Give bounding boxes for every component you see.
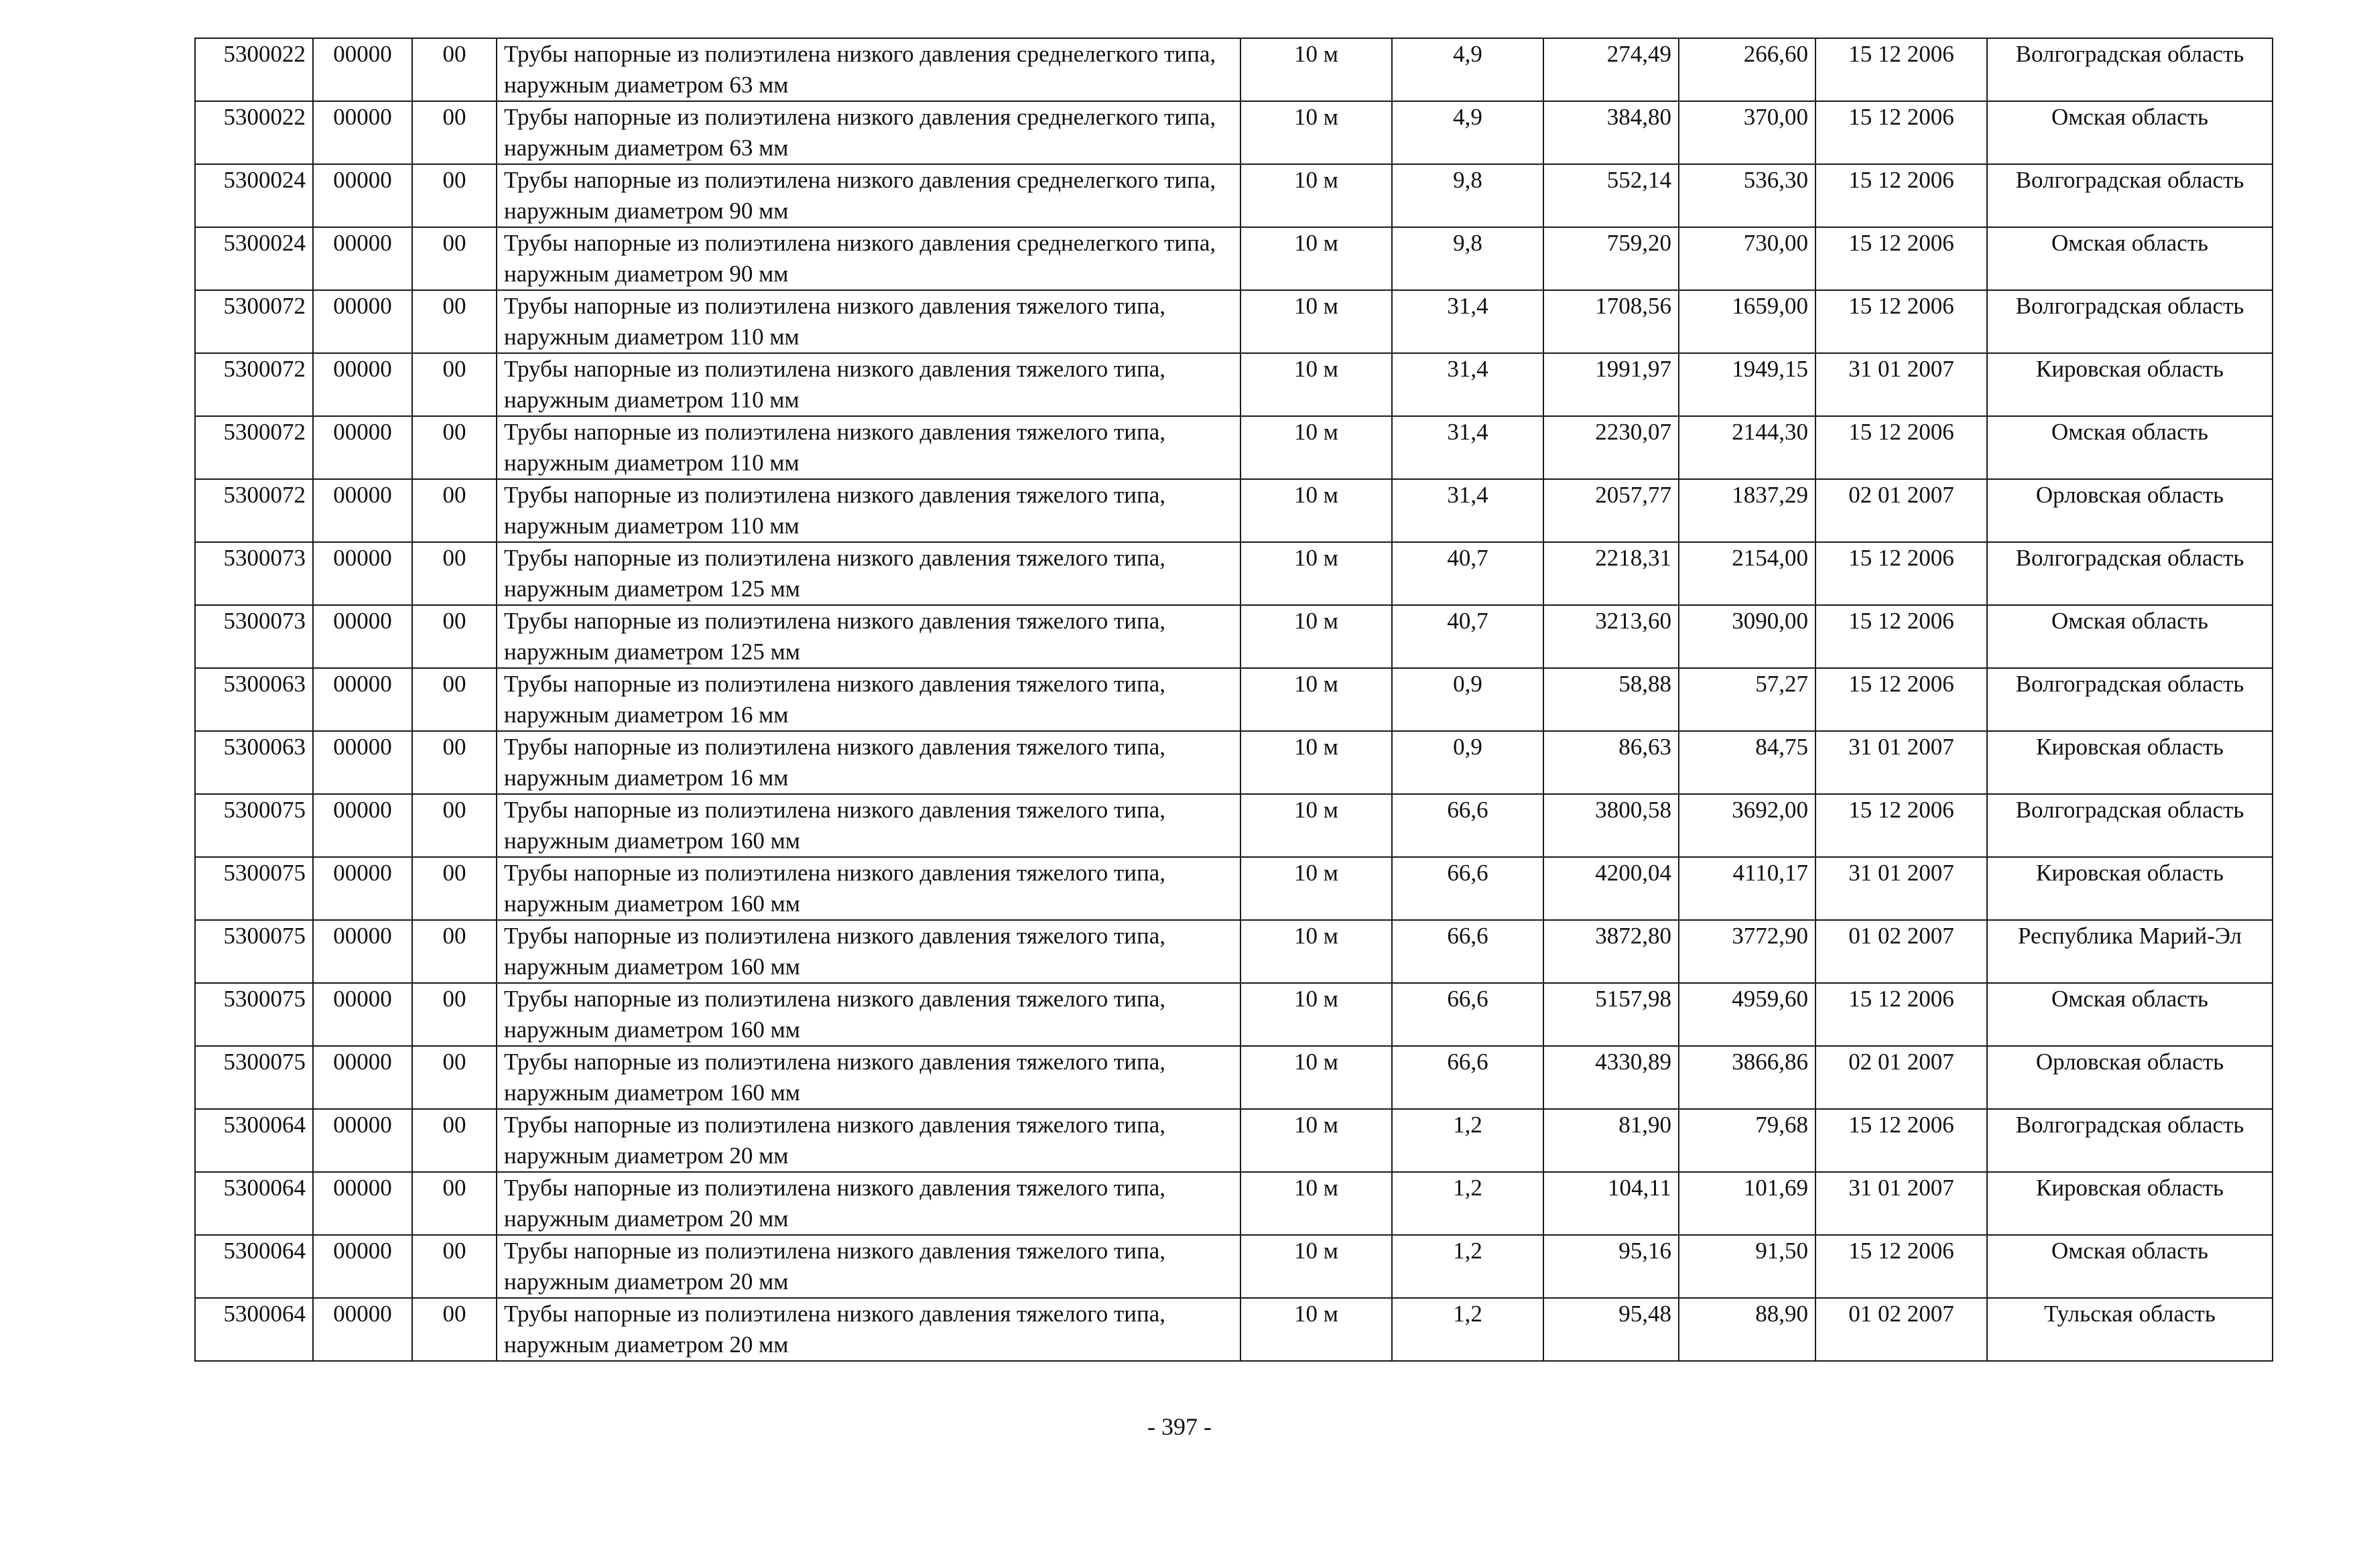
table-row [195, 983, 2273, 1046]
sub-code-cell: 00000 [313, 479, 412, 542]
region-cell: Волгоградская область [1987, 668, 2273, 731]
price-with-vat-cell: 3213,60 [1543, 605, 1679, 668]
suffix-code-cell: 00 [412, 1235, 497, 1298]
price-cell: 3692,00 [1679, 794, 1815, 857]
sub-code-cell: 00000 [313, 668, 412, 731]
document-sheet [194, 38, 2272, 1362]
date-cell: 15 12 2006 [1815, 605, 1987, 668]
region-cell: Волгоградская область [1987, 290, 2273, 353]
date-cell: 15 12 2006 [1815, 101, 1987, 164]
item-name-cell: Трубы напорные из полиэтилена низкого давления тяжелого типа, наружным диаметром 110 мм [497, 290, 1240, 353]
sub-code-cell: 00000 [313, 1046, 412, 1109]
sub-code-cell: 00000 [313, 227, 412, 290]
item-name-cell: Трубы напорные из полиэтилена низкого давления тяжелого типа, наружным диаметром 125 мм [497, 605, 1240, 668]
sub-code-cell: 00000 [313, 353, 412, 416]
price-cell: 536,30 [1679, 164, 1815, 227]
unit-cell: 10 м [1240, 1298, 1392, 1361]
unit-cell: 10 м [1240, 1235, 1392, 1298]
weight-cell: 66,6 [1392, 920, 1543, 983]
suffix-code-cell: 00 [412, 38, 497, 101]
date-cell: 15 12 2006 [1815, 164, 1987, 227]
suffix-code-cell: 00 [412, 290, 497, 353]
region-cell: Омская область [1987, 101, 2273, 164]
date-cell: 01 02 2007 [1815, 920, 1987, 983]
suffix-code-cell: 00 [412, 416, 497, 479]
resource-code-cell: 5300073 [195, 542, 313, 605]
price-cell: 266,60 [1679, 38, 1815, 101]
date-cell: 31 01 2007 [1815, 353, 1987, 416]
unit-cell: 10 м [1240, 983, 1392, 1046]
price-cell: 4959,60 [1679, 983, 1815, 1046]
region-cell: Волгоградская область [1987, 164, 2273, 227]
table-row [195, 668, 2273, 731]
price-cell: 2154,00 [1679, 542, 1815, 605]
item-name-cell: Трубы напорные из полиэтилена низкого давления среднелегкого типа, наружным диаметром 63 мм [497, 101, 1240, 164]
weight-cell: 31,4 [1392, 353, 1543, 416]
table-row [195, 164, 2273, 227]
table-row [195, 1298, 2273, 1361]
date-cell: 15 12 2006 [1815, 1109, 1987, 1172]
date-cell: 15 12 2006 [1815, 416, 1987, 479]
suffix-code-cell: 00 [412, 1172, 497, 1235]
table-row [195, 353, 2273, 416]
resource-code-cell: 5300075 [195, 1046, 313, 1109]
item-name-cell: Трубы напорные из полиэтилена низкого давления тяжелого типа, наружным диаметром 110 мм [497, 479, 1240, 542]
table-row [195, 227, 2273, 290]
suffix-code-cell: 00 [412, 1298, 497, 1361]
suffix-code-cell: 00 [412, 920, 497, 983]
weight-cell: 66,6 [1392, 857, 1543, 920]
unit-cell: 10 м [1240, 479, 1392, 542]
unit-cell: 10 м [1240, 1046, 1392, 1109]
price-with-vat-cell: 3800,58 [1543, 794, 1679, 857]
unit-cell: 10 м [1240, 668, 1392, 731]
price-with-vat-cell: 81,90 [1543, 1109, 1679, 1172]
date-cell: 31 01 2007 [1815, 731, 1987, 794]
weight-cell: 9,8 [1392, 164, 1543, 227]
unit-cell: 10 м [1240, 605, 1392, 668]
table-row [195, 416, 2273, 479]
price-with-vat-cell: 274,49 [1543, 38, 1679, 101]
sub-code-cell: 00000 [313, 1235, 412, 1298]
unit-cell: 10 м [1240, 794, 1392, 857]
table-row [195, 857, 2273, 920]
item-name-cell: Трубы напорные из полиэтилена низкого давления тяжелого типа, наружным диаметром 20 мм [497, 1235, 1240, 1298]
date-cell: 15 12 2006 [1815, 542, 1987, 605]
resource-code-cell: 5300075 [195, 920, 313, 983]
price-with-vat-cell: 4200,04 [1543, 857, 1679, 920]
resource-code-cell: 5300075 [195, 794, 313, 857]
weight-cell: 1,2 [1392, 1235, 1543, 1298]
date-cell: 15 12 2006 [1815, 290, 1987, 353]
price-cell: 3772,90 [1679, 920, 1815, 983]
item-name-cell: Трубы напорные из полиэтилена низкого давления тяжелого типа, наружным диаметром 160 мм [497, 857, 1240, 920]
region-cell: Кировская область [1987, 1172, 2273, 1235]
table-row [195, 731, 2273, 794]
date-cell: 01 02 2007 [1815, 1298, 1987, 1361]
table-row [195, 38, 2273, 101]
item-name-cell: Трубы напорные из полиэтилена низкого давления среднелегкого типа, наружным диаметром 63 мм [497, 38, 1240, 101]
item-name-cell: Трубы напорные из полиэтилена низкого давления тяжелого типа, наружным диаметром 160 мм [497, 794, 1240, 857]
price-with-vat-cell: 95,16 [1543, 1235, 1679, 1298]
date-cell: 31 01 2007 [1815, 1172, 1987, 1235]
unit-cell: 10 м [1240, 38, 1392, 101]
unit-cell: 10 м [1240, 416, 1392, 479]
weight-cell: 31,4 [1392, 290, 1543, 353]
region-cell: Волгоградская область [1987, 794, 2273, 857]
unit-cell: 10 м [1240, 731, 1392, 794]
suffix-code-cell: 00 [412, 605, 497, 668]
region-cell: Омская область [1987, 605, 2273, 668]
table-row [195, 605, 2273, 668]
page-number: - 397 - [1147, 1413, 1212, 1440]
item-name-cell: Трубы напорные из полиэтилена низкого давления тяжелого типа, наружным диаметром 16 мм [497, 668, 1240, 731]
date-cell: 15 12 2006 [1815, 983, 1987, 1046]
item-name-cell: Трубы напорные из полиэтилена низкого давления тяжелого типа, наружным диаметром 20 мм [497, 1298, 1240, 1361]
price-with-vat-cell: 95,48 [1543, 1298, 1679, 1361]
price-with-vat-cell: 86,63 [1543, 731, 1679, 794]
unit-cell: 10 м [1240, 1109, 1392, 1172]
item-name-cell: Трубы напорные из полиэтилена низкого давления тяжелого типа, наружным диаметром 20 мм [497, 1172, 1240, 1235]
price-cell: 88,90 [1679, 1298, 1815, 1361]
item-name-cell: Трубы напорные из полиэтилена низкого давления тяжелого типа, наружным диаметром 110 мм [497, 416, 1240, 479]
table-body [195, 38, 2273, 1361]
resource-code-cell: 5300064 [195, 1172, 313, 1235]
price-cell: 91,50 [1679, 1235, 1815, 1298]
table-row [195, 1235, 2273, 1298]
suffix-code-cell: 00 [412, 1109, 497, 1172]
table-row [195, 920, 2273, 983]
unit-cell: 10 м [1240, 1172, 1392, 1235]
date-cell: 15 12 2006 [1815, 1235, 1987, 1298]
region-cell: Омская область [1987, 1235, 2273, 1298]
item-name-cell: Трубы напорные из полиэтилена низкого давления среднелегкого типа, наружным диаметром 90 мм [497, 227, 1240, 290]
date-cell: 15 12 2006 [1815, 794, 1987, 857]
resource-code-cell: 5300072 [195, 479, 313, 542]
price-with-vat-cell: 2230,07 [1543, 416, 1679, 479]
weight-cell: 66,6 [1392, 983, 1543, 1046]
sub-code-cell: 00000 [313, 920, 412, 983]
suffix-code-cell: 00 [412, 101, 497, 164]
table-row [195, 101, 2273, 164]
suffix-code-cell: 00 [412, 794, 497, 857]
suffix-code-cell: 00 [412, 227, 497, 290]
price-with-vat-cell: 1708,56 [1543, 290, 1679, 353]
price-cell: 57,27 [1679, 668, 1815, 731]
price-with-vat-cell: 104,11 [1543, 1172, 1679, 1235]
sub-code-cell: 00000 [313, 38, 412, 101]
price-cell: 3090,00 [1679, 605, 1815, 668]
region-cell: Республика Марий-Эл [1987, 920, 2273, 983]
region-cell: Кировская область [1987, 857, 2273, 920]
resource-code-cell: 5300075 [195, 983, 313, 1046]
item-name-cell: Трубы напорные из полиэтилена низкого давления тяжелого типа, наружным диаметром 16 мм [497, 731, 1240, 794]
table-row [195, 479, 2273, 542]
price-with-vat-cell: 2057,77 [1543, 479, 1679, 542]
weight-cell: 9,8 [1392, 227, 1543, 290]
suffix-code-cell: 00 [412, 857, 497, 920]
region-cell: Омская область [1987, 227, 2273, 290]
resource-code-cell: 5300024 [195, 164, 313, 227]
weight-cell: 4,9 [1392, 38, 1543, 101]
sub-code-cell: 00000 [313, 605, 412, 668]
resource-code-cell: 5300072 [195, 416, 313, 479]
price-with-vat-cell: 384,80 [1543, 101, 1679, 164]
region-cell: Кировская область [1987, 353, 2273, 416]
sub-code-cell: 00000 [313, 983, 412, 1046]
price-cell: 84,75 [1679, 731, 1815, 794]
weight-cell: 1,2 [1392, 1298, 1543, 1361]
item-name-cell: Трубы напорные из полиэтилена низкого давления тяжелого типа, наружным диаметром 160 мм [497, 1046, 1240, 1109]
suffix-code-cell: 00 [412, 668, 497, 731]
sub-code-cell: 00000 [313, 164, 412, 227]
price-with-vat-cell: 759,20 [1543, 227, 1679, 290]
region-cell: Волгоградская область [1987, 542, 2273, 605]
unit-cell: 10 м [1240, 227, 1392, 290]
resource-code-cell: 5300064 [195, 1235, 313, 1298]
weight-cell: 1,2 [1392, 1109, 1543, 1172]
unit-cell: 10 м [1240, 164, 1392, 227]
table-row [195, 1172, 2273, 1235]
region-cell: Омская область [1987, 983, 2273, 1046]
item-name-cell: Трубы напорные из полиэтилена низкого давления тяжелого типа, наружным диаметром 20 мм [497, 1109, 1240, 1172]
unit-cell: 10 м [1240, 542, 1392, 605]
resource-code-cell: 5300024 [195, 227, 313, 290]
unit-cell: 10 м [1240, 290, 1392, 353]
price-table [194, 38, 2273, 1362]
item-name-cell: Трубы напорные из полиэтилена низкого давления тяжелого типа, наружным диаметром 125 мм [497, 542, 1240, 605]
resource-code-cell: 5300022 [195, 101, 313, 164]
sub-code-cell: 00000 [313, 1298, 412, 1361]
suffix-code-cell: 00 [412, 479, 497, 542]
resource-code-cell: 5300075 [195, 857, 313, 920]
date-cell: 02 01 2007 [1815, 1046, 1987, 1109]
price-with-vat-cell: 1991,97 [1543, 353, 1679, 416]
price-cell: 101,69 [1679, 1172, 1815, 1235]
sub-code-cell: 00000 [313, 857, 412, 920]
region-cell: Тульская область [1987, 1298, 2273, 1361]
table-row [195, 290, 2273, 353]
price-cell: 4110,17 [1679, 857, 1815, 920]
price-cell: 2144,30 [1679, 416, 1815, 479]
price-cell: 3866,86 [1679, 1046, 1815, 1109]
weight-cell: 66,6 [1392, 1046, 1543, 1109]
suffix-code-cell: 00 [412, 353, 497, 416]
unit-cell: 10 м [1240, 920, 1392, 983]
suffix-code-cell: 00 [412, 983, 497, 1046]
weight-cell: 31,4 [1392, 479, 1543, 542]
item-name-cell: Трубы напорные из полиэтилена низкого давления среднелегкого типа, наружным диаметром 90 мм [497, 164, 1240, 227]
price-cell: 1949,15 [1679, 353, 1815, 416]
date-cell: 02 01 2007 [1815, 479, 1987, 542]
table-row [195, 794, 2273, 857]
weight-cell: 40,7 [1392, 542, 1543, 605]
resource-code-cell: 5300072 [195, 353, 313, 416]
price-with-vat-cell: 552,14 [1543, 164, 1679, 227]
region-cell: Волгоградская область [1987, 1109, 2273, 1172]
weight-cell: 31,4 [1392, 416, 1543, 479]
region-cell: Омская область [1987, 416, 2273, 479]
date-cell: 15 12 2006 [1815, 38, 1987, 101]
weight-cell: 4,9 [1392, 101, 1543, 164]
resource-code-cell: 5300064 [195, 1298, 313, 1361]
price-with-vat-cell: 3872,80 [1543, 920, 1679, 983]
date-cell: 31 01 2007 [1815, 857, 1987, 920]
region-cell: Орловская область [1987, 1046, 2273, 1109]
unit-cell: 10 м [1240, 857, 1392, 920]
unit-cell: 10 м [1240, 101, 1392, 164]
suffix-code-cell: 00 [412, 542, 497, 605]
weight-cell: 40,7 [1392, 605, 1543, 668]
weight-cell: 66,6 [1392, 794, 1543, 857]
price-with-vat-cell: 58,88 [1543, 668, 1679, 731]
sub-code-cell: 00000 [313, 1172, 412, 1235]
table-row [195, 1046, 2273, 1109]
weight-cell: 0,9 [1392, 731, 1543, 794]
resource-code-cell: 5300073 [195, 605, 313, 668]
price-cell: 1659,00 [1679, 290, 1815, 353]
price-with-vat-cell: 4330,89 [1543, 1046, 1679, 1109]
price-cell: 370,00 [1679, 101, 1815, 164]
sub-code-cell: 00000 [313, 1109, 412, 1172]
weight-cell: 1,2 [1392, 1172, 1543, 1235]
item-name-cell: Трубы напорные из полиэтилена низкого давления тяжелого типа, наружным диаметром 160 мм [497, 983, 1240, 1046]
item-name-cell: Трубы напорные из полиэтилена низкого давления тяжелого типа, наружным диаметром 110 мм [497, 353, 1240, 416]
sub-code-cell: 00000 [313, 416, 412, 479]
table-row [195, 1109, 2273, 1172]
price-cell: 79,68 [1679, 1109, 1815, 1172]
region-cell: Кировская область [1987, 731, 2273, 794]
date-cell: 15 12 2006 [1815, 227, 1987, 290]
price-with-vat-cell: 2218,31 [1543, 542, 1679, 605]
sub-code-cell: 00000 [313, 290, 412, 353]
resource-code-cell: 5300063 [195, 731, 313, 794]
suffix-code-cell: 00 [412, 164, 497, 227]
resource-code-cell: 5300063 [195, 668, 313, 731]
sub-code-cell: 00000 [313, 794, 412, 857]
weight-cell: 0,9 [1392, 668, 1543, 731]
sub-code-cell: 00000 [313, 731, 412, 794]
resource-code-cell: 5300064 [195, 1109, 313, 1172]
item-name-cell: Трубы напорные из полиэтилена низкого давления тяжелого типа, наружным диаметром 160 мм [497, 920, 1240, 983]
price-cell: 1837,29 [1679, 479, 1815, 542]
sub-code-cell: 00000 [313, 542, 412, 605]
resource-code-cell: 5300022 [195, 38, 313, 101]
resource-code-cell: 5300072 [195, 290, 313, 353]
price-cell: 730,00 [1679, 227, 1815, 290]
date-cell: 15 12 2006 [1815, 668, 1987, 731]
region-cell: Волгоградская область [1987, 38, 2273, 101]
sub-code-cell: 00000 [313, 101, 412, 164]
price-with-vat-cell: 5157,98 [1543, 983, 1679, 1046]
suffix-code-cell: 00 [412, 1046, 497, 1109]
table-row [195, 542, 2273, 605]
suffix-code-cell: 00 [412, 731, 497, 794]
unit-cell: 10 м [1240, 353, 1392, 416]
region-cell: Орловская область [1987, 479, 2273, 542]
